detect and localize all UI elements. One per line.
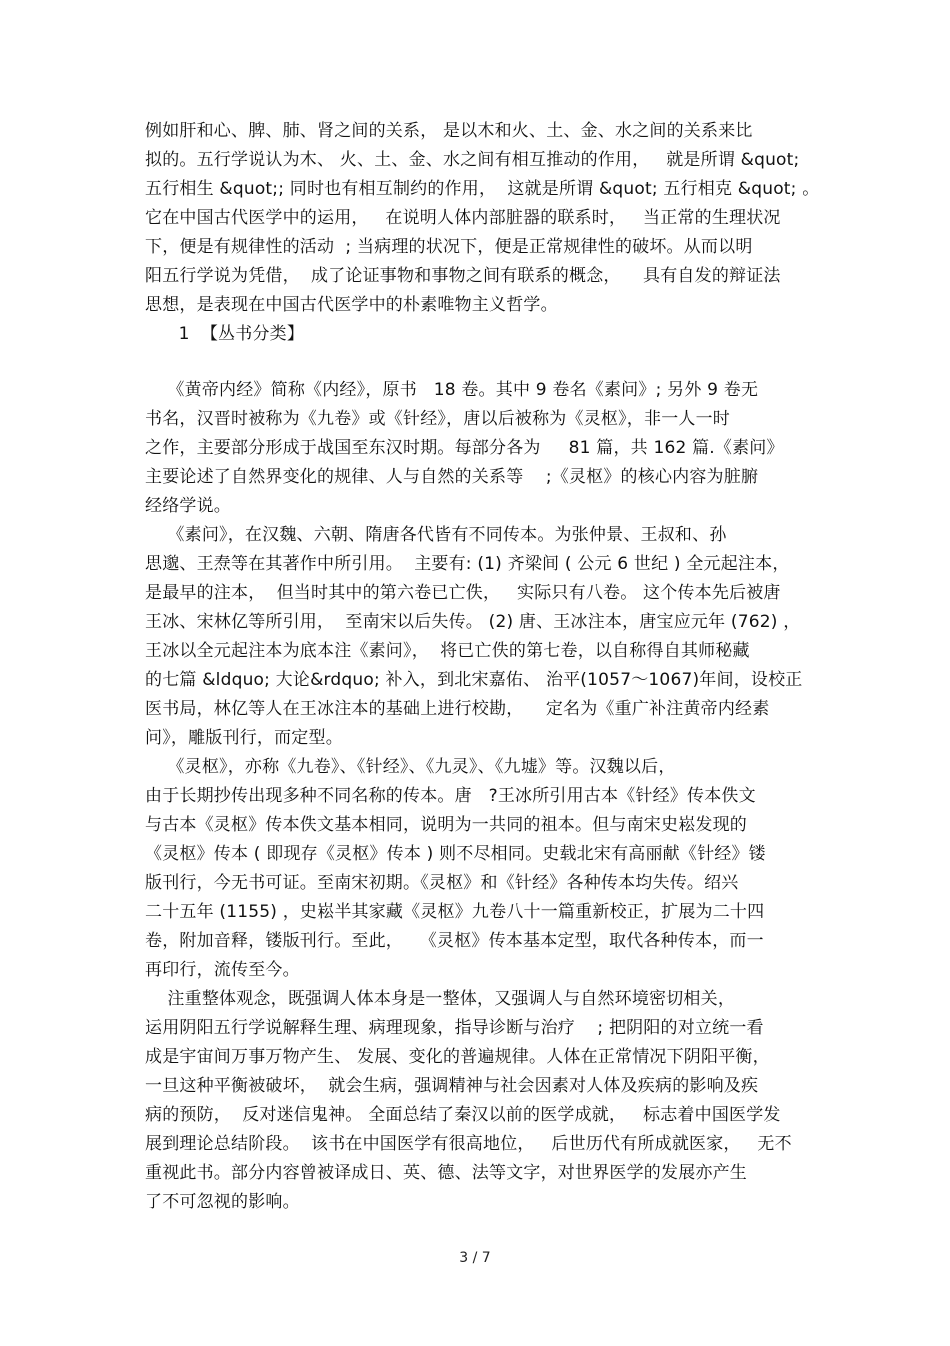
text-line: 病的预防， 反对迷信鬼神。 全面总结了秦汉以前的医学成就， 标志着中国医学发	[145, 1105, 781, 1125]
text-line: 《灵枢》传本 ( 即现存《灵枢》传本 ) 则不尽相同。史载北宋有高丽献《针经》镂	[145, 844, 766, 864]
text-line: 运用阴阳五行学说解释生理、病理现象，指导诊断与治疗 ; 把阴阳的对立统一看	[145, 1018, 764, 1038]
text-line: 之作，主要部分形成于战国至东汉时期。每部分各为 81 篇，共 162 篇.《素问》	[145, 438, 784, 458]
text-line: 一旦这种平衡被破坏， 就会生病，强调精神与社会因素对人体及疾病的影响及疾	[145, 1076, 759, 1096]
text-line: 拟的。五行学说认为木、 火、土、金、水之间有相互推动的作用， 就是所谓 &quot;	[145, 150, 800, 170]
text-line: 再印行，流传至今。	[145, 960, 300, 980]
text-line: 《素问》，在汉魏、六朝、隋唐各代皆有不同传本。为张仲景、王叔和、孙	[145, 525, 727, 545]
text-line: 注重整体观念，既强调人体本身是一整体，又强调人与自然环境密切相关，	[145, 989, 736, 1009]
text-line: 与古本《灵枢》传本佚文基本相同，说明为一共同的祖本。但与南宋史崧发现的	[145, 815, 747, 835]
text-line: 是最早的注本， 但当时其中的第六卷已亡佚， 实际只有八卷。 这个传本先后被唐	[145, 583, 781, 603]
text-line: 医书局，林亿等人在王冰注本的基础上进行校勘， 定名为《重广补注黄帝内经素	[145, 699, 770, 719]
text-line: 思邈、王焘等在其著作中所引用。 主要有: (1) 齐梁间 ( 公元 6 世纪 ) 全元起注本，	[145, 554, 790, 574]
text-line: 了不可忽视的影响。	[145, 1192, 300, 1212]
text-line: 重视此书。部分内容曾被译成日、英、德、法等文字，对世界医学的发展亦产生	[145, 1163, 747, 1183]
text-line: 成是宇宙间万事万物产生、 发展、变化的普遍规律。人体在正常情况下阴阳平衡，	[145, 1047, 770, 1067]
text-line: 《灵枢》，亦称《九卷》、《针经》、《九灵》、《九墟》等。汉魏以后，	[145, 757, 676, 777]
text-line: 阳五行学说为凭借， 成了论证事物和事物之间有联系的概念， 具有自发的辩证法	[145, 266, 781, 286]
page-number: 3 / 7	[459, 1250, 491, 1266]
text-line: 经络学说。	[145, 496, 231, 516]
text-line: 它在中国古代医学中的运用， 在说明人体内部脏器的联系时， 当正常的生理状况	[145, 208, 781, 228]
section-heading: 1 【丛书分类】	[145, 324, 305, 344]
text-line: 王冰、宋林亿等所引用， 至南宋以后失传。 (2) 唐、王冰注本，唐宝应元年 (762) ，	[145, 612, 801, 632]
text-line: 王冰以全元起注本为底本注《素问》， 将已亡佚的第七卷，以自称得自其师秘藏	[145, 641, 750, 661]
text-line: 例如肝和心、脾、肺、肾之间的关系， 是以木和火、土、金、水之间的关系来比	[145, 121, 753, 141]
text-line: 二十五年 (1155) ，史崧半其家藏《灵枢》九卷八十一篇重新校正，扩展为二十四	[145, 902, 765, 922]
text-line: 《黄帝内经》简称《内经》，原书 18 卷。其中 9 卷名《素问》; 另外 9 卷无	[145, 380, 759, 400]
text-line: 思想，是表现在中国古代医学中的朴素唯物主义哲学。	[145, 295, 558, 315]
text-line: 主要论述了自然界变化的规律、人与自然的关系等 ;《灵枢》的核心内容为脏腑	[145, 467, 759, 487]
text-line: 书名，汉晋时被称为《九卷》或《针经》，唐以后被称为《灵枢》，非一人一时	[145, 409, 730, 429]
text-line: 版刊行，今无书可证。至南宋初期。《灵枢》和《针经》各种传本均失传。绍兴	[145, 873, 739, 893]
text-line: 的七篇 &ldquo; 大论&rdquo; 补入，到北宋嘉佑、 治平(1057～1067)年间，设校正	[145, 670, 803, 690]
text-line: 下，便是有规律性的活动 ; 当病理的状况下，便是正常规律性的破坏。从而以明	[145, 237, 753, 257]
text-line: 问》，雕版刊行，而定型。	[145, 728, 343, 748]
text-line: 卷，附加音释，镂版刊行。至此， 《灵枢》传本基本定型，取代各种传本，而一	[145, 931, 764, 951]
text-line: 展到理论总结阶段。 该书在中国医学有很高地位， 后世历代有所成就医家， 无不	[145, 1134, 792, 1154]
text-line: 五行相生 &quot;; 同时也有相互制约的作用， 这就是所谓 &quot; 五行相克 &quot; 。	[145, 179, 820, 199]
text-line: 由于长期抄传出现多种不同名称的传本。唐 ?王冰所引用古本《针经》传本佚文	[145, 786, 756, 806]
